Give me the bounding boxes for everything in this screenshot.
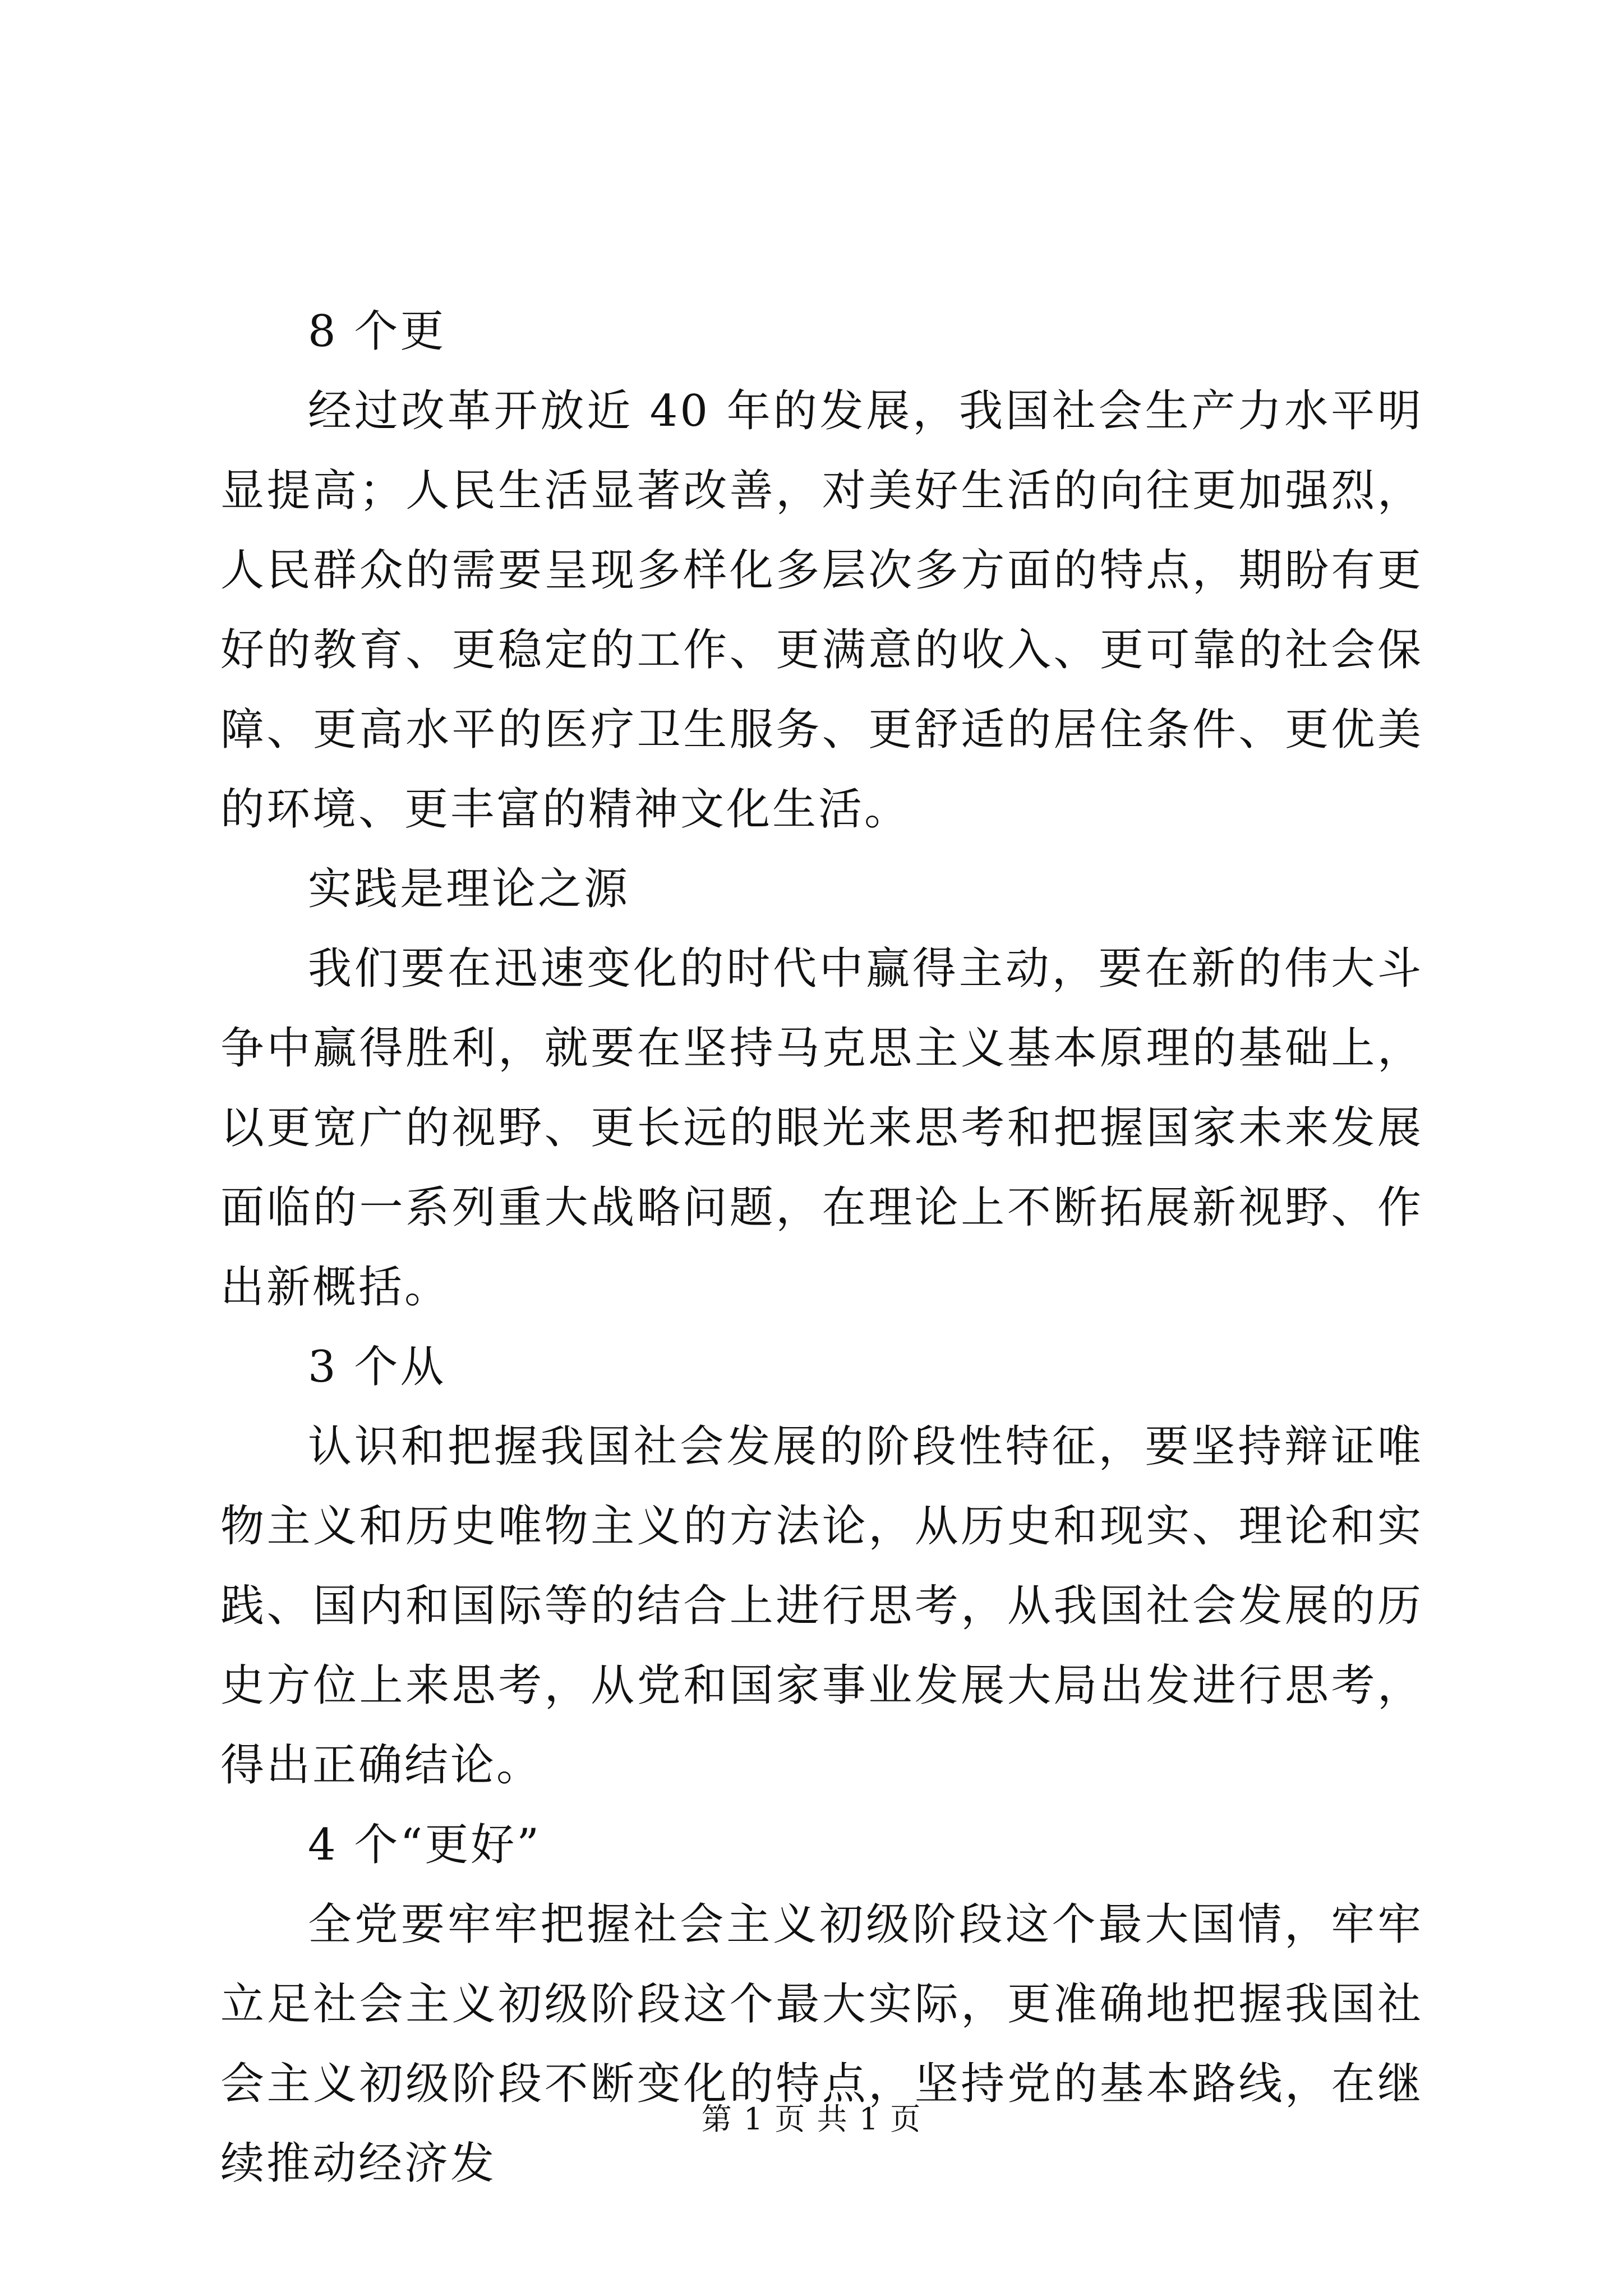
document-body xyxy=(220,292,1423,2203)
paragraph-reform-development: 经过改革开放近 40 年的发展，我国社会生产力水平明显提高；人民生活显著改善，对美好生活的向往更加强烈，人民群众的需要呈现多样化多层次多方面的特点，期盼有更好的教育、更稳定的工作、更满意的收入、更可靠的社会保障、更高水平的医疗卫生服务、更舒适的居住条件、更优美的环境、更丰富的精神文化生活。 xyxy=(220,386,1423,835)
section-heading-8-more: 8 个更 xyxy=(308,306,446,357)
page-number-footer: 第 1 页 共 1 页 xyxy=(701,2101,922,2137)
paragraph-theory-innovation: 我们要在迅速变化的时代中赢得主动，要在新的伟大斗争中赢得胜利，就要在坚持马克思主义基本原理的基础上，以更宽广的视野、更长远的眼光来思考和把握国家未来发展面临的一系列重大战略问题，在理论上不断拓展新视野、作出新概括。 xyxy=(220,944,1423,1313)
section-heading-practice-source: 实践是理论之源 xyxy=(308,864,630,914)
section-heading-4-better: 4 个“更好” xyxy=(308,1820,542,1870)
paragraph-stage-characteristics: 认识和把握我国社会发展的阶段性特征，要坚持辩证唯物主义和历史唯物主义的方法论，从历史和现实、理论和实践、国内和国际等的结合上进行思考，从我国社会发展的历史方位上来思考，从党和国家事业发展大局出发进行思考，得出正确结论。 xyxy=(220,1421,1423,1791)
paragraph-primary-stage: 全党要牢牢把握社会主义初级阶段这个最大国情，牢牢立足社会主义初级阶段这个最大实际，更准确地把握我国社会主义初级阶段不断变化的特点，坚持党的基本路线，在继续推动经济发 xyxy=(220,1899,1423,2189)
section-heading-3-from: 3 个从 xyxy=(308,1342,446,1392)
